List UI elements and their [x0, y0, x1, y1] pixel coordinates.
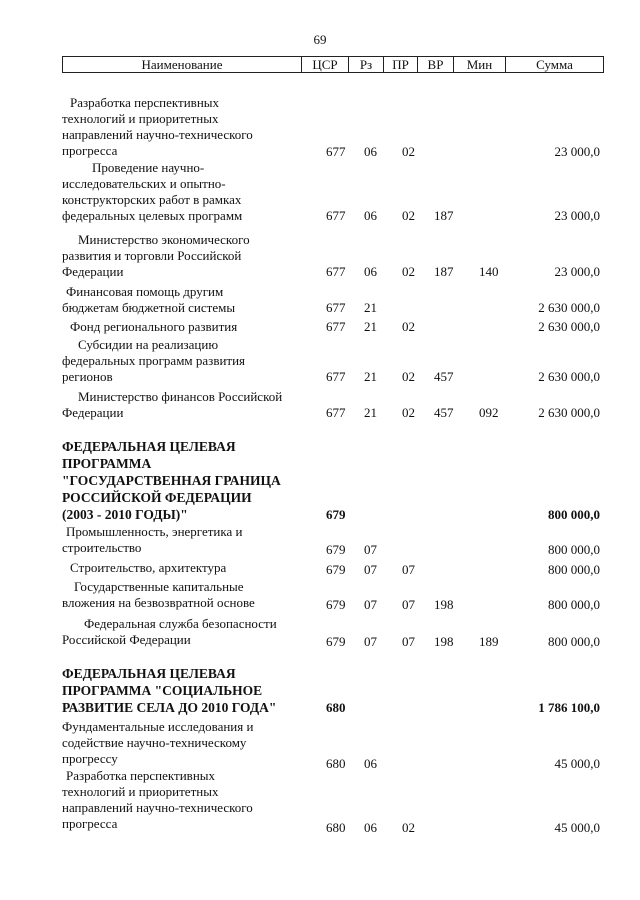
cell-rz: 06 [364, 208, 377, 223]
cell-rz: 07 [364, 542, 377, 557]
cell-rz: 21 [364, 319, 377, 334]
row-name [62, 768, 287, 832]
row-name-line: Российской Федерации [62, 632, 191, 647]
row-name-line: технологий и приоритетных [62, 784, 219, 799]
row-name [62, 232, 287, 280]
cell-rz: 06 [364, 264, 377, 279]
header-vr: ВР [417, 57, 453, 72]
header-rz: Рз [348, 57, 383, 72]
row-name [62, 560, 287, 576]
cell-csr: 677 [326, 208, 346, 223]
cell-pr: 07 [402, 634, 415, 649]
row-name-line: федеральных программ развития [62, 353, 246, 368]
row-name [62, 579, 287, 611]
row-name-line: регионов [62, 369, 113, 384]
header-csr: ЦСР [301, 57, 348, 72]
cell-csr: 679 [326, 634, 346, 649]
row-name-line: строительство [62, 540, 142, 555]
cell-vr: 198 [434, 597, 454, 612]
cell-pr: 07 [402, 562, 415, 577]
row-name-line: Государственные капитальные [74, 579, 244, 594]
cell-csr: 677 [326, 405, 346, 420]
cell-min: 092 [479, 405, 499, 420]
cell-vr: 187 [434, 264, 454, 279]
cell-pr: 02 [402, 369, 415, 384]
row-name-line: РАЗВИТИЕ СЕЛА ДО 2010 ГОДА" [62, 700, 277, 715]
cell-csr: 680 [326, 700, 346, 715]
cell-csr: 679 [326, 597, 346, 612]
cell-sum: 23 000,0 [554, 208, 600, 223]
header-pr: ПР [383, 57, 417, 72]
row-name-line: исследовательских и опытно- [62, 176, 226, 191]
row-name-line: прогрессу [62, 751, 118, 766]
header-name: Наименование [141, 57, 223, 72]
page-number: 69 [313, 32, 327, 47]
row-name-line: Разработка перспективных [70, 95, 220, 110]
header-sum: Сумма [505, 57, 603, 72]
cell-vr: 187 [434, 208, 454, 223]
header-min: Мин [453, 57, 505, 72]
row-name [62, 389, 287, 421]
row-name-line: направлений научно-технического [62, 127, 253, 142]
cell-pr: 02 [402, 319, 415, 334]
row-name-line: ФЕДЕРАЛЬНАЯ ЦЕЛЕВАЯ [62, 439, 236, 454]
cell-sum: 45 000,0 [554, 756, 600, 771]
cell-sum: 2 630 000,0 [538, 369, 600, 384]
row-name-line: Строительство, архитектура [70, 560, 227, 575]
cell-csr: 680 [326, 756, 346, 771]
cell-sum: 1 786 100,0 [538, 700, 600, 715]
row-name-line: "ГОСУДАРСТВЕННАЯ ГРАНИЦА [62, 473, 281, 488]
cell-min: 189 [479, 634, 499, 649]
row-name-line: Разработка перспективных [66, 768, 216, 783]
row-name [62, 665, 287, 716]
row-name [62, 719, 287, 767]
cell-rz: 21 [364, 369, 377, 384]
row-name [62, 438, 287, 523]
cell-sum: 800 000,0 [548, 542, 600, 557]
cell-sum: 800 000,0 [548, 597, 600, 612]
row-name [62, 524, 287, 556]
cell-rz: 06 [364, 756, 377, 771]
row-name-line: Министерство финансов Российской [78, 389, 283, 404]
row-name-line: Министерство экономического [78, 232, 250, 247]
cell-csr: 679 [326, 562, 346, 577]
cell-sum: 45 000,0 [554, 820, 600, 835]
cell-rz: 07 [364, 634, 377, 649]
cell-sum: 800 000,0 [548, 562, 600, 577]
row-name [62, 160, 287, 224]
row-name [62, 95, 287, 159]
cell-csr: 677 [326, 319, 346, 334]
row-name-line: ПРОГРАММА [62, 456, 152, 471]
row-name [62, 616, 287, 648]
cell-sum: 2 630 000,0 [538, 405, 600, 420]
cell-rz: 21 [364, 405, 377, 420]
row-name-line: ПРОГРАММА "СОЦИАЛЬНОЕ [62, 683, 263, 698]
cell-sum: 23 000,0 [554, 264, 600, 279]
row-name-line: ФЕДЕРАЛЬНАЯ ЦЕЛЕВАЯ [62, 666, 236, 681]
row-name-line: конструкторских работ в рамках [62, 192, 242, 207]
row-name-line: технологий и приоритетных [62, 111, 219, 126]
cell-pr: 02 [402, 208, 415, 223]
row-name-line: бюджетам бюджетной системы [62, 300, 236, 315]
row-name-line: направлений научно-технического [62, 800, 253, 815]
cell-csr: 679 [326, 507, 346, 522]
cell-vr: 457 [434, 369, 454, 384]
row-name-line: федеральных целевых программ [62, 208, 243, 223]
cell-sum: 2 630 000,0 [538, 319, 600, 334]
cell-csr: 677 [326, 264, 346, 279]
row-name-line: Федеральная служба безопасности [84, 616, 277, 631]
table-header [62, 56, 604, 73]
cell-pr: 02 [402, 405, 415, 420]
cell-rz: 06 [364, 820, 377, 835]
row-name-line: Фундаментальные исследования и [62, 719, 254, 734]
cell-sum: 23 000,0 [554, 144, 600, 159]
row-name-line: прогресса [62, 143, 118, 158]
row-name-line: Субсидии на реализацию [78, 337, 219, 352]
cell-sum: 800 000,0 [548, 507, 600, 522]
row-name-line: Финансовая помощь другим [66, 284, 224, 299]
cell-vr: 457 [434, 405, 454, 420]
cell-min: 140 [479, 264, 499, 279]
row-name-line: Фонд регионального развития [70, 319, 238, 334]
cell-csr: 677 [326, 144, 346, 159]
cell-csr: 677 [326, 300, 346, 315]
row-name [62, 319, 287, 335]
row-name-line: РОССИЙСКОЙ ФЕДЕРАЦИИ [62, 490, 252, 505]
row-name-line: (2003 - 2010 ГОДЫ)" [62, 507, 188, 522]
cell-csr: 677 [326, 369, 346, 384]
cell-sum: 800 000,0 [548, 634, 600, 649]
cell-pr: 07 [402, 597, 415, 612]
cell-pr: 02 [402, 820, 415, 835]
cell-rz: 07 [364, 562, 377, 577]
row-name-line: Федерации [62, 264, 124, 279]
cell-sum: 2 630 000,0 [538, 300, 600, 315]
row-name-line: Промышленность, энергетика и [66, 524, 243, 539]
cell-pr: 02 [402, 144, 415, 159]
cell-csr: 680 [326, 820, 346, 835]
cell-pr: 02 [402, 264, 415, 279]
cell-csr: 679 [326, 542, 346, 557]
row-name [62, 337, 287, 385]
cell-rz: 21 [364, 300, 377, 315]
cell-rz: 07 [364, 597, 377, 612]
row-name-line: содействие научно-техническому [62, 735, 247, 750]
row-name-line: развития и торговли Российской [62, 248, 242, 263]
row-name-line: Федерации [62, 405, 124, 420]
row-name-line: Проведение научно- [92, 160, 205, 175]
cell-vr: 198 [434, 634, 454, 649]
row-name [62, 284, 287, 316]
row-name-line: вложения на безвозвратной основе [62, 595, 255, 610]
cell-rz: 06 [364, 144, 377, 159]
row-name-line: прогресса [62, 816, 118, 831]
